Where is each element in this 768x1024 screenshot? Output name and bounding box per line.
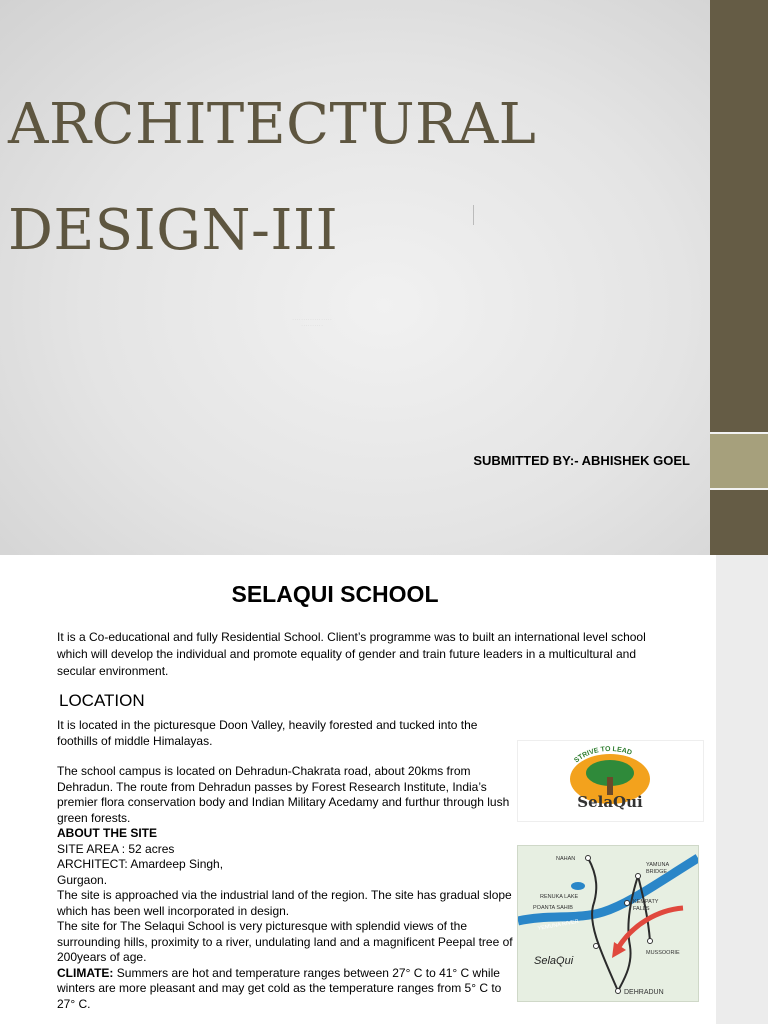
map-label-kempaty-2: FALLS [633, 906, 650, 912]
road-line-west [588, 858, 618, 991]
map-label-selaqui: SelaQui [534, 955, 574, 967]
map-dot [616, 989, 621, 994]
approach-paragraph: The site is approached via the industrial land of the region. The site has gradual slope which has been well incorporated in design. [57, 888, 512, 918]
faint-subtitle-text: . . . . . . . . . . . . . . . . . . . . . . . . . . . . [292, 316, 332, 327]
decorative-side-bar [710, 0, 768, 555]
map-dot [625, 901, 630, 906]
logo-graphic [518, 741, 703, 821]
map-label-kempaty: KEMPATY [633, 899, 659, 905]
map-label-mussoorie: MUSSOORIE [646, 950, 680, 956]
selaqui-logo [517, 740, 704, 822]
climate-text: Summers are hot and temperature ranges between 27° C to 41° C while winters are more pleasant and may get cold as the temperature ranges from 5° C to 27° C. [57, 965, 502, 1011]
map-label-river: YEMUNA RIVER [537, 918, 580, 932]
bar-accent-block [710, 434, 768, 488]
title-line-1: ARCHITECTURAL [8, 92, 537, 157]
map-graphic [518, 846, 698, 1001]
map-dot [586, 856, 591, 861]
submitted-by: SUBMITTED BY:- ABHISHEK GOEL [473, 453, 690, 468]
title-line-2: DESIGN-III [8, 198, 339, 263]
slide-title [8, 72, 536, 284]
climate-label: CLIMATE: [57, 965, 114, 980]
climate-paragraph [57, 966, 513, 1013]
about-site-heading: ABOUT THE SITE [57, 826, 158, 840]
logo-name: SelaQui [577, 793, 643, 811]
map-label-nahan: NAHAN [556, 856, 576, 862]
location-heading: LOCATION [59, 691, 145, 710]
architect-city: Gurgaon. [57, 872, 108, 887]
logo-motto: STRIVE TO LEAD [573, 745, 633, 765]
cursor-mark [473, 205, 474, 225]
map-label-renuka: RENUKA LAKE [540, 894, 579, 900]
intro-paragraph: It is a Co-educational and fully Residential School. Client’s programme was to built an international level school which will develop the individual and promote equality of gender and train future leaders in a multicultural and secular environment. [57, 630, 646, 678]
map-label-dehradun: DEHRADUN [624, 989, 664, 996]
content-slide [0, 555, 768, 1024]
location-paragraph-2: The school campus is located on Dehradun-Chakrata road, about 20kms from Dehradun. The route from Dehradun passes by Forest Research Institute, India’s premier flora conservation body and Indian Military Acedamy and furthur through lush green forests. [57, 764, 510, 825]
map-label-poanta: POANTA SAHIB [533, 905, 573, 911]
map-dot [594, 944, 599, 949]
architect-name: ARCHITECT: Amardeep Singh, [57, 857, 224, 871]
location-paragraph-1: It is located in the picturesque Doon Valley, heavily forested and tucked into the foothills of middle Himalayas. [57, 718, 478, 748]
content-panel [0, 555, 716, 1024]
body-text [57, 718, 513, 1012]
map-label-yamuna-bridge-2: BRIDGE [646, 869, 668, 875]
lake-icon [571, 882, 585, 890]
map-label-yamuna-bridge: YAMUNA [646, 862, 670, 868]
location-map [517, 845, 699, 1002]
school-title: SELAQUI SCHOOL [231, 581, 439, 607]
map-dot [648, 939, 653, 944]
site-area: SITE AREA : 52 acres [57, 841, 175, 856]
bar-divider [710, 488, 768, 490]
map-dot [636, 874, 641, 879]
views-paragraph: The site for The Selaqui School is very picturesque with splendid views of the surrounding hills, proximity to a river, undulating land and a magnificent Peepal tree of 200years of age. [57, 919, 513, 964]
